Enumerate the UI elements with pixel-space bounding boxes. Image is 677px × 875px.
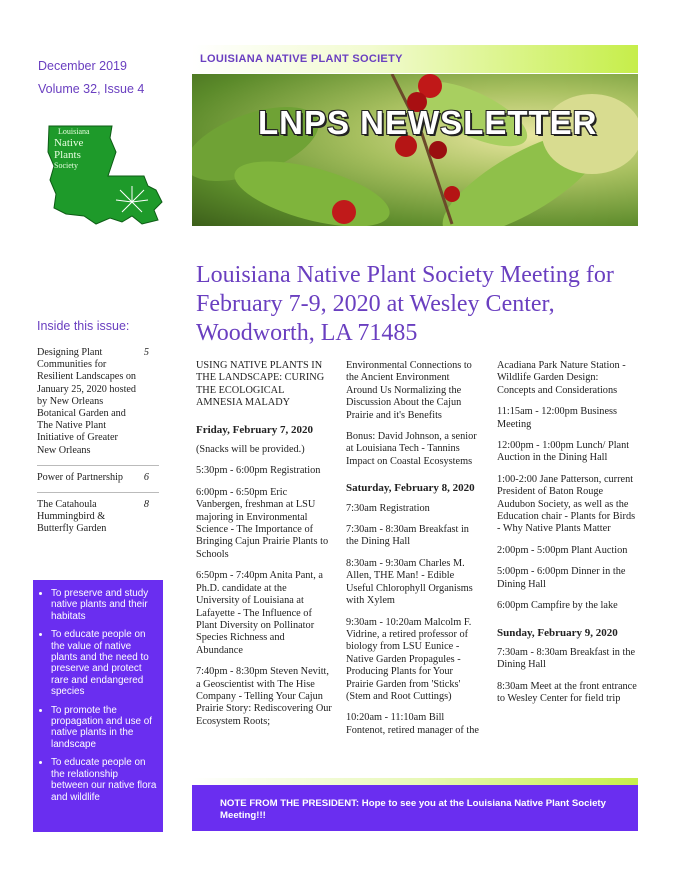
schedule-item: 10:20am - 11:10am Bill Fontenot, retired manager of the xyxy=(346,712,479,736)
schedule-item: 7:30am - 8:30am Breakfast in the Dining Hall xyxy=(497,646,636,671)
header-bar xyxy=(192,45,638,73)
schedule-item: 6:00pm Campfire by the lake xyxy=(497,600,618,612)
table-of-contents xyxy=(37,347,159,544)
toc-item-page: 5 xyxy=(143,347,149,358)
toc-item[interactable] xyxy=(37,347,159,457)
issue-date: December 2019 xyxy=(38,59,127,73)
theme-title: USING NATIVE PLANTS IN THE LANDSCAPE: CURING THE ECOLOGICAL AMNESIA MALADY xyxy=(196,360,325,409)
schedule-item: (Snacks will be provided.) xyxy=(196,444,305,456)
schedule-item: 8:30am - 9:30am Charles M. Allen, THE Man! - Edible Useful Chlorophyll Organisms with Xylem xyxy=(346,557,473,607)
schedule-item: 6:50pm - 7:40pm Anita Pant, a Ph.D. candidate at the University of Louisiana at Lafayette - The Influence of Plant Diversity on Pollinator Species Richness and Abundance xyxy=(196,570,323,656)
mission-item: • To educate people on the relationship between our native flora and wildlife xyxy=(51,757,157,803)
newsletter-title: LNPS NEWSLETTER xyxy=(258,104,598,141)
schedule-item: 7:40pm - 8:30pm Steven Nevitt, a Geoscientist with The Hise Company - Telling Your Cajun Prairie Story: Rediscovering Our Ecosystem Roots; xyxy=(196,666,332,727)
logo-text-2: Native xyxy=(54,137,84,149)
inside-issue-title: Inside this issue: xyxy=(37,319,130,333)
toc-item-page: 8 xyxy=(143,499,149,511)
schedule-item: 7:30am Registration xyxy=(346,502,430,514)
page-title: Louisiana Native Plant Society Meeting for February 7-9, 2020 at Wesley Center, Woodworth, LA 71485 xyxy=(196,262,614,346)
louisiana-map-logo xyxy=(44,124,166,228)
toc-divider xyxy=(37,492,159,493)
society-name: LOUISIANA NATIVE PLANT SOCIETY xyxy=(200,53,403,65)
schedule-item: 12:00pm - 1:00pm Lunch/ Plant Auction in the Dining Hall xyxy=(497,440,630,464)
schedule-item: Environmental Connections to the Ancient Environment Around Us Normalizing the Discussion About the Cajun Prairie and it's Benefits xyxy=(346,360,472,421)
schedule-item: 9:30am - 10:20am Malcolm F. Vidrine, a retired professor of biology from LSU Eunice - Native Garden Propagules - Producing Plants for Your Prairie Garden from 'Sticks' (Stem and Root Cuttings) xyxy=(346,616,472,702)
toc-item-title: Power of Partnership xyxy=(37,471,124,483)
friday-heading: Friday, February 7, 2020 xyxy=(196,423,314,436)
toc-item-page: 6 xyxy=(143,471,149,483)
toc-item-title: Designing Plant Communities for Resilient Landscapes on January 25, 2020 hosted by New Orleans Botanical Garden and The Native Plant Initiative of Greater New Orleans xyxy=(37,347,137,456)
mission-box xyxy=(33,580,163,832)
schedule-item: 8:30am Meet at the front entrance to Wesley Center for field trip xyxy=(497,680,637,705)
logo-text-4: Society xyxy=(54,161,78,170)
toc-divider xyxy=(37,465,159,466)
mission-item: • To preserve and study native plants and their habitats xyxy=(51,588,157,622)
schedule-item: 7:30am - 8:30am Breakfast in the Dining Hall xyxy=(346,524,469,548)
schedule-item: 5:30pm - 6:00pm Registration xyxy=(196,465,321,477)
mission-item: • To promote the propagation and use of native plants in the landscape xyxy=(51,705,157,751)
logo-text-1: Louisiana xyxy=(58,127,90,136)
toc-item-title: The Catahoula Hummingbird & Butterfly Garden xyxy=(37,499,107,535)
schedule-item: Acadiana Park Nature Station - Wildlife Garden Design: Concepts and Considerations xyxy=(497,360,626,396)
logo-text-3: Plants xyxy=(54,149,81,161)
article-column-3 xyxy=(497,360,637,715)
mission-item: • To educate people on the value of native plants and the need to preserve and protect rare and endangered species xyxy=(51,629,157,697)
article-column-1 xyxy=(196,360,332,737)
banner-image xyxy=(192,74,638,226)
issue-volume: Volume 32, Issue 4 xyxy=(38,82,145,96)
berry-foliage-illustration xyxy=(192,74,638,226)
toc-item[interactable] xyxy=(37,472,159,484)
schedule-item: 1:00-2:00 Jane Patterson, current President of Baton Rouge Audubon Society, as well as the Education chair - Plants for Birds - Why Native Plants Matter xyxy=(497,473,636,535)
article-column-2 xyxy=(346,360,482,746)
note-top-bar xyxy=(192,778,638,785)
toc-item[interactable] xyxy=(37,499,159,536)
schedule-item: 11:15am - 12:00pm Business Meeting xyxy=(497,406,618,430)
schedule-item: 5:00pm - 6:00pm Dinner in the Dining Hall xyxy=(497,566,626,590)
schedule-item: 2:00pm - 5:00pm Plant Auction xyxy=(497,544,628,556)
president-note: NOTE FROM THE PRESIDENT: Hope to see you at the Louisiana Native Plant Society Meeting!!! xyxy=(192,785,638,831)
schedule-item: Bonus: David Johnson, a senior at Louisiana Tech - Tannins Impact on Coastal Ecosystems xyxy=(346,431,477,467)
schedule-item: 6:00pm - 6:50pm Eric Vanbergen, freshman at LSU majoring in Environmental Science - The Importance of Bringing Cajun Prairie Plants to Schools xyxy=(196,486,329,560)
saturday-heading: Saturday, February 8, 2020 xyxy=(346,482,475,495)
sunday-heading: Sunday, February 9, 2020 xyxy=(497,626,618,639)
